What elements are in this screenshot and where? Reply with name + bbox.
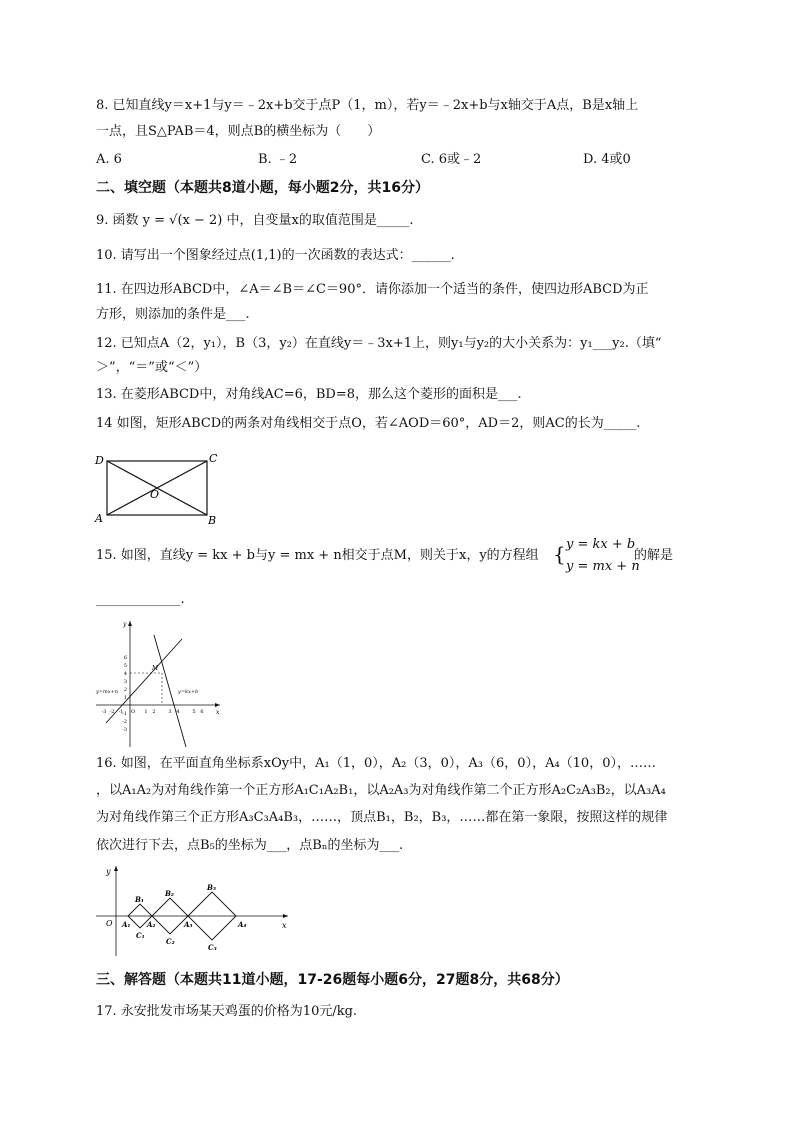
q16-line1: 16. 如图，在平面直角坐标系xOy中，A₁（1，0），A₂（3，0），A₃（6，0），A₄（10，0），……: [96, 756, 656, 771]
label-b3: B₃: [207, 883, 216, 892]
x-tick: -1: [118, 709, 124, 715]
label-a3: A₃: [184, 920, 193, 929]
q15-tail: 的解是: [634, 548, 674, 563]
q10: 10. 请写出一个图象经过点(1,1)的一次函数的表达式：______.: [96, 248, 455, 263]
squares-figure: [92, 862, 292, 958]
x-tick: 4: [176, 709, 180, 715]
q11-line1: 11. 在四边形ABCD中，∠A＝∠B＝∠C＝90°．请你添加一个适当的条件，使四边形ABCD为正: [96, 282, 649, 297]
graph-x-label: x: [216, 709, 220, 716]
q13: 13. 在菱形ABCD中，对角线AC=6，BD=8，那么这个菱形的面积是___.: [96, 387, 522, 402]
q14: 14 如图，矩形ABCD的两条对角线相交于点O，若∠AOD＝60°，AD＝2，则AC的长为_____.: [96, 416, 641, 431]
q15-text: 15. 如图，直线y = kx + b与y = mx + n相交于点M，则关于x，y的方程组: [96, 548, 539, 563]
q12-line2: ＞”，“＝”或“＜”）: [96, 360, 208, 375]
label-b1: B₁: [135, 895, 144, 904]
q8-option-d: D. 4或0: [583, 152, 631, 167]
y-tick: 4: [123, 671, 127, 677]
x-tick: -3: [101, 709, 107, 715]
q9: 9. 函数 y = √(x − 2) 中，自变量x的取值范围是_____.: [96, 213, 414, 228]
q12-line1: 12. 已知点A（2，y₁），B（3，y₂）在直线y＝﹣3x+1上，则y₁与y₂的大小关系为：y₁___y₂.（填“: [96, 336, 662, 351]
label-a4: A₄: [238, 920, 247, 929]
label-a2: A₂: [147, 920, 156, 929]
q8-line1: 8. 已知直线y＝x+1与y＝﹣2x+b交于点P（1，m），若y＝﹣2x+b与x轴交于A点，B是x轴上: [96, 98, 639, 113]
label-c3: C₃: [208, 943, 217, 952]
q8-line2: 一点，且S△PAB＝4，则点B的横坐标为（ ）: [96, 124, 381, 139]
y-tick: -2: [122, 719, 127, 725]
x-tick: 5: [192, 709, 196, 715]
y-tick: 5: [123, 663, 127, 669]
line-intersection-graph: [94, 617, 224, 749]
rectangle-figure: [92, 448, 222, 528]
q15-answer-blank: _____________.: [96, 592, 185, 607]
q16-line4: 依次进行下去，点B₅的坐标为___，点Bₙ的坐标为___.: [96, 838, 404, 853]
graph-point-m-label: M: [152, 665, 159, 672]
label-b2: B₂: [165, 889, 174, 898]
x-tick: 2: [152, 709, 156, 715]
q8-option-b: B. ﹣2: [258, 152, 298, 167]
rect-label-c: C: [209, 452, 218, 465]
y-tick: 1: [123, 695, 127, 701]
section-heading-fill-in: 二、填空题（本题共8道小题，每小题2分，共16分）: [96, 180, 429, 196]
squares-x-label: x: [282, 921, 287, 930]
rect-label-b: B: [208, 514, 217, 527]
q16-line3: 为对角线作第三个正方形A₃C₃A₄B₃，……，顶点B₁，B₂，B₃，……都在第一象限，按照这样的规律: [96, 810, 668, 825]
rect-label-o: O: [150, 488, 160, 501]
x-tick: -2: [109, 709, 115, 715]
q11-line2: 方形，则添加的条件是___.: [96, 307, 250, 322]
label-c2: C₂: [166, 937, 175, 946]
graph-origin-label: O: [131, 709, 136, 715]
graph-line-label-mxn: y=mx+n: [96, 689, 118, 695]
section-heading-solutions: 三、解答题（本题共11道小题，17-26题每小题6分，27题8分，共68分）: [96, 972, 569, 988]
label-a1: A₁: [122, 920, 131, 929]
graph-line-label-kxb: y=kx+b: [178, 689, 199, 695]
x-tick: 3: [168, 709, 172, 715]
q15-system-eq2: y = mx + n: [566, 559, 640, 574]
y-tick: 2: [123, 687, 127, 693]
rect-label-a: A: [95, 512, 103, 525]
q16-line2: ，以A₁A₂为对角线作第一个正方形A₁C₁A₂B₁，以A₂A₃为对角线作第二个正方形A₂C₂A₃B₂，以A₃A₄: [96, 783, 666, 798]
squares-origin-label: O: [106, 919, 113, 928]
squares-y-label: y: [106, 867, 111, 876]
q8-option-c: C. 6或﹣2: [421, 152, 482, 167]
y-tick: -1: [122, 711, 127, 717]
q15-brace: {: [553, 542, 566, 566]
q15-system-eq1: y = kx + b: [566, 537, 636, 552]
y-tick: 6: [123, 655, 127, 661]
graph-y-label: y: [123, 621, 127, 628]
q8-option-a: A. 6: [96, 152, 122, 167]
q17: 17. 永安批发市场某天鸡蛋的价格为10元/kg.: [96, 1004, 358, 1019]
rect-label-d: D: [95, 454, 104, 467]
y-tick: 3: [123, 679, 127, 685]
x-tick: 1: [144, 709, 148, 715]
x-tick: 6: [200, 709, 204, 715]
y-tick: -3: [122, 727, 127, 733]
label-c1: C₁: [136, 931, 145, 940]
